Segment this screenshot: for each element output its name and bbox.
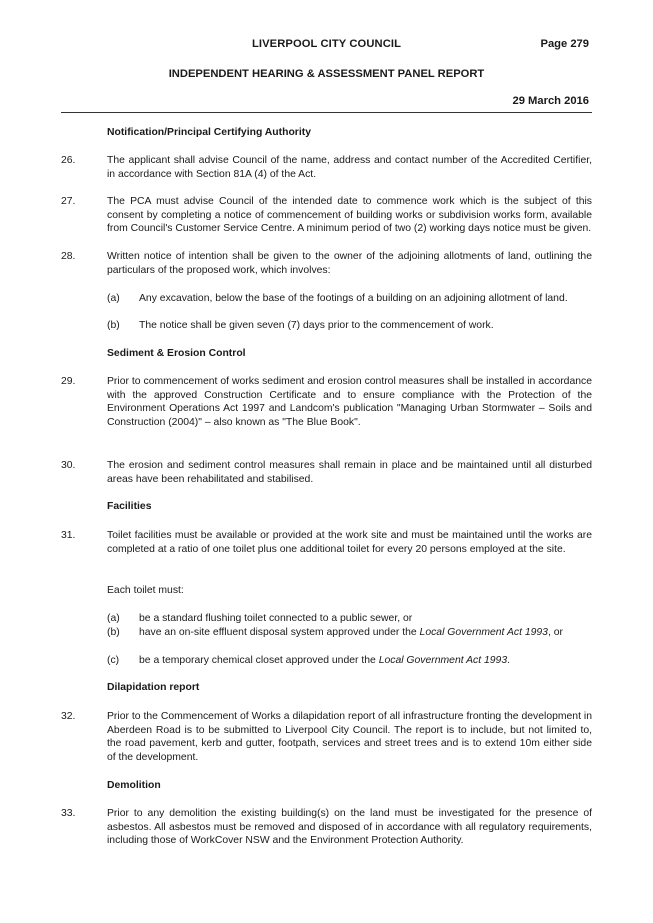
section-heading-notification: Notification/Principal Certifying Authority [107, 127, 311, 138]
header-divider [61, 112, 592, 113]
condition-27 [61, 195, 592, 236]
condition-number: 33. [61, 808, 76, 819]
condition-26 [61, 154, 592, 181]
condition-33 [61, 807, 592, 848]
item-text: have an on-site effluent disposal system approved under the Local Government Act 1993, or [139, 627, 563, 638]
condition-31-item-a [107, 612, 592, 626]
intro-text: Each toilet must: [107, 585, 184, 596]
council-name: LIVERPOOL CITY COUNCIL [251, 38, 402, 50]
section-heading-sediment: Sediment & Erosion Control [107, 348, 246, 359]
condition-text: The erosion and sediment control measures shall remain in place and be maintained until all disturbed areas have been rehabilitated and stabilised. [107, 460, 592, 485]
condition-text: Toilet facilities must be available or provided at the work site and must be maintained until the works are completed at a ratio of one toilet plus one additional toilet for every 20 persons employed at the site. [107, 530, 592, 555]
condition-29 [61, 375, 592, 429]
condition-text: Prior to the Commencement of Works a dilapidation report of all infrastructure fronting the development in Aberdeen Road is to be submitted to Liverpool City Council. The report is to include, but not limited to, the road pavement, kerb and gutter, footpath, services and street trees and is to extend 10m either side of the development. [107, 711, 592, 763]
item-text: be a temporary chemical closet approved under the Local Government Act 1993. [139, 655, 511, 666]
condition-32 [61, 710, 592, 764]
section-heading-dilapidation: Dilapidation report [107, 682, 200, 693]
act-name: Local Government Act 1993 [378, 655, 508, 666]
item-text: be a standard flushing toilet connected to a public sewer, or [139, 613, 413, 624]
condition-31 [61, 529, 592, 556]
section-heading-facilities: Facilities [107, 501, 152, 512]
item-label: (a) [107, 293, 120, 304]
item-label: (c) [107, 655, 120, 666]
condition-28 [61, 250, 592, 277]
condition-31-item-c [107, 654, 592, 668]
section-heading-demolition: Demolition [107, 780, 161, 791]
item-label: (b) [107, 320, 120, 331]
act-name: Local Government Act 1993 [419, 627, 548, 638]
item-text: Any excavation, below the base of the footings of a building on an adjoining allotment of land. [139, 293, 568, 304]
condition-28-item-b [107, 319, 592, 333]
item-label: (b) [107, 627, 120, 638]
condition-30 [61, 459, 592, 486]
report-title: INDEPENDENT HEARING & ASSESSMENT PANEL REPORT [168, 68, 485, 80]
condition-31-intro [61, 584, 592, 598]
condition-number: 26. [61, 155, 76, 166]
condition-text: Written notice of intention shall be given to the owner of the adjoining allotments of land, outlining the particulars of the proposed work, which involves: [107, 251, 592, 276]
condition-number: 27. [61, 196, 76, 207]
condition-number: 30. [61, 460, 76, 471]
condition-number: 28. [61, 251, 76, 262]
condition-text: The PCA must advise Council of the intended date to commence work which is the subject of this consent by completing a notice of commencement of building works or subdivision works form, available from Council's Customer Service Centre. A minimum period of two (2) working days notice must be given. [107, 196, 592, 234]
condition-28-item-a [107, 292, 592, 306]
condition-number: 29. [61, 376, 76, 387]
item-text: The notice shall be given seven (7) days prior to the commencement of work. [139, 320, 494, 331]
report-date: 29 March 2016 [512, 95, 589, 107]
condition-text: Prior to any demolition the existing building(s) on the land must be investigated for the presence of asbestos. All asbestos must be removed and disposed of in accordance with all regulatory requirements, including those of WorkCover NSW and the Environment Protection Authority. [107, 808, 592, 846]
item-label: (a) [107, 613, 120, 624]
condition-31-item-b [107, 626, 592, 640]
condition-text: Prior to commencement of works sediment and erosion control measures shall be installed in accordance with the approved Construction Certificate and to ensure compliance with the Protection of the Environment Operations Act 1997 and Landcom's publication "Managing Urban Stormwater – Soils and Construction (2004)" – also known as "The Blue Book". [107, 376, 592, 428]
condition-number: 32. [61, 711, 76, 722]
condition-number: 31. [61, 530, 76, 541]
page-number: Page 279 [540, 38, 589, 50]
condition-text: The applicant shall advise Council of the name, address and contact number of the Accredited Certifier, in accordance with Section 81A (4) of the Act. [107, 155, 592, 180]
